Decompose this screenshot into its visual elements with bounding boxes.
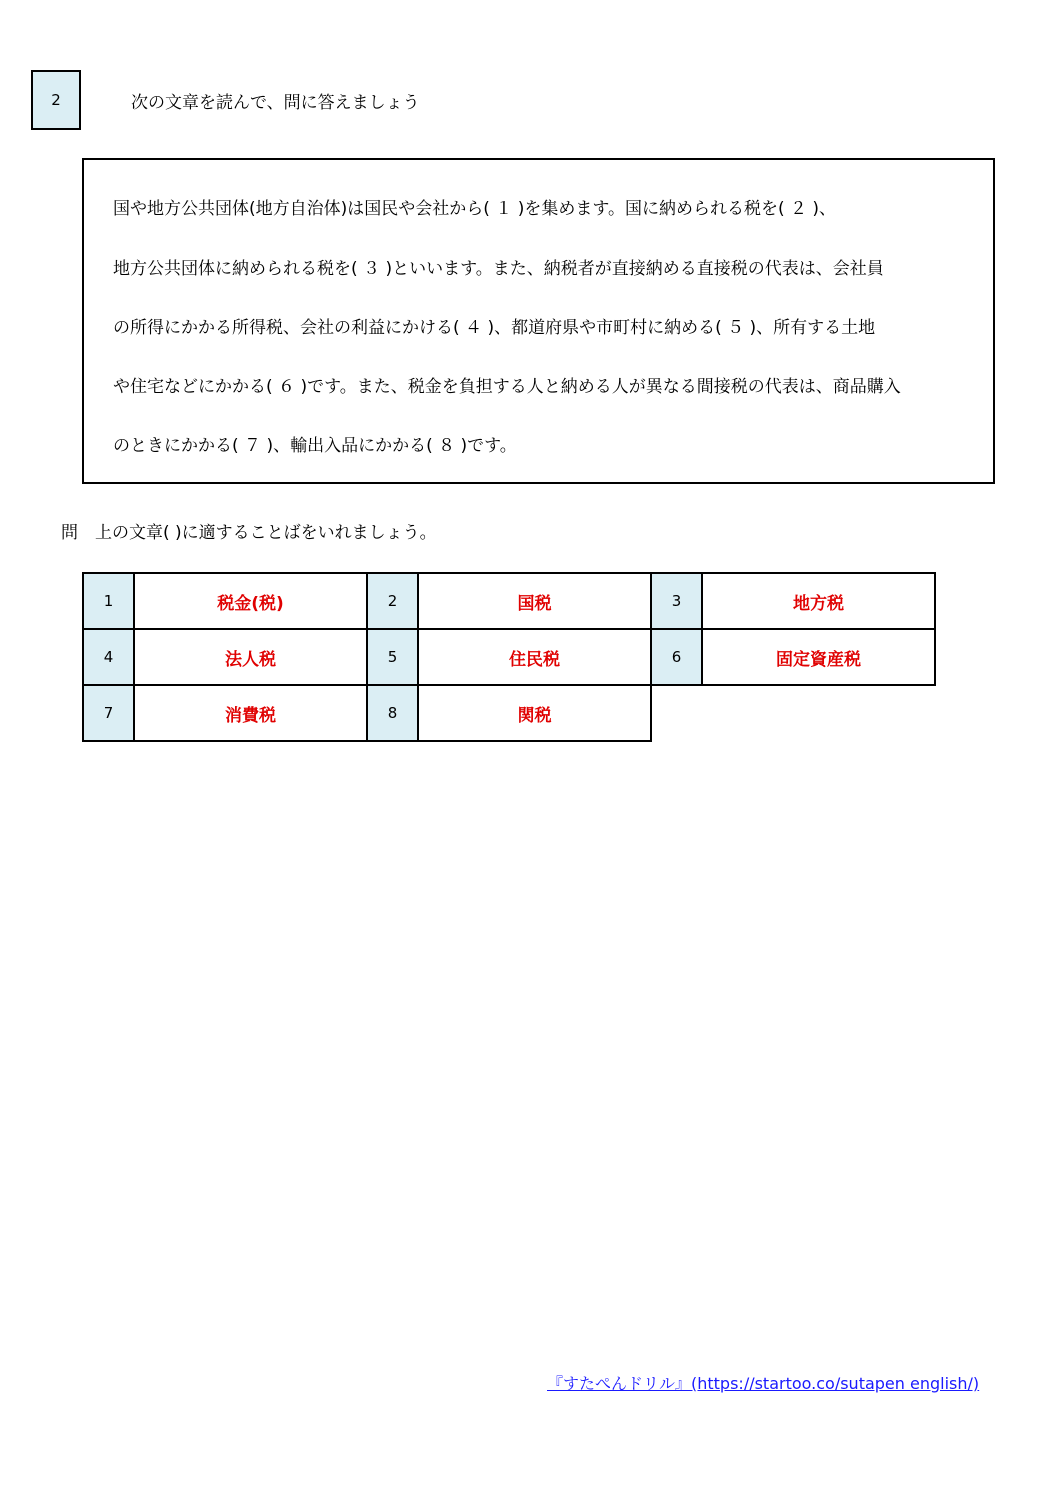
question-number-box: 2 [31, 70, 81, 130]
passage-line: や住宅などにかかる( ６ )です。また、税金を負担する人と納める人が異なる間接税の代表は、商品購入 [113, 377, 901, 397]
answer-cell: 地方税 [702, 573, 935, 629]
answer-table [82, 572, 936, 742]
answer-cell: 国税 [418, 573, 651, 629]
credit-link[interactable]: 『すたぺんドリル』(https://startoo.co/sutapen english/) [547, 1374, 980, 1393]
answer-cell: 住民税 [418, 629, 651, 685]
answer-number-cell: 4 [83, 629, 134, 685]
table-row [83, 573, 935, 629]
table-row [83, 629, 935, 685]
answer-cell: 税金(税) [134, 573, 367, 629]
passage-line: のときにかかる( ７ )、輸出入品にかかる( ８ )です。 [113, 436, 517, 456]
passage-line: の所得にかかる所得税、会社の利益にかける( ４ )、都道府県や市町村に納める( ５ )、所有する土地 [113, 318, 876, 338]
answer-number-cell: 6 [651, 629, 702, 685]
passage-line: 地方公共団体に納められる税を( ３ )といいます。また、納税者が直接納める直接税の代表は、会社員 [113, 259, 884, 279]
question-text: 問 上の文章( )に適することばをいれましょう。 [61, 523, 437, 543]
passage-line: 国や地方公共団体(地方自治体)は国民や会社から( １ )を集めます。国に納められる税を( ２ )、 [113, 199, 837, 219]
answer-number-cell: 3 [651, 573, 702, 629]
answer-number-cell: 8 [367, 685, 418, 741]
empty-cell [651, 685, 935, 741]
table-row [83, 685, 935, 741]
answer-number-cell: 7 [83, 685, 134, 741]
answer-cell: 固定資産税 [702, 629, 935, 685]
answer-number-cell: 5 [367, 629, 418, 685]
answer-number-cell: 2 [367, 573, 418, 629]
answer-cell: 法人税 [134, 629, 367, 685]
passage-box [82, 158, 995, 484]
answer-number-cell: 1 [83, 573, 134, 629]
instruction-text: 次の文章を読んで、問に答えましょう [131, 93, 420, 113]
answer-cell: 関税 [418, 685, 651, 741]
answer-cell: 消費税 [134, 685, 367, 741]
